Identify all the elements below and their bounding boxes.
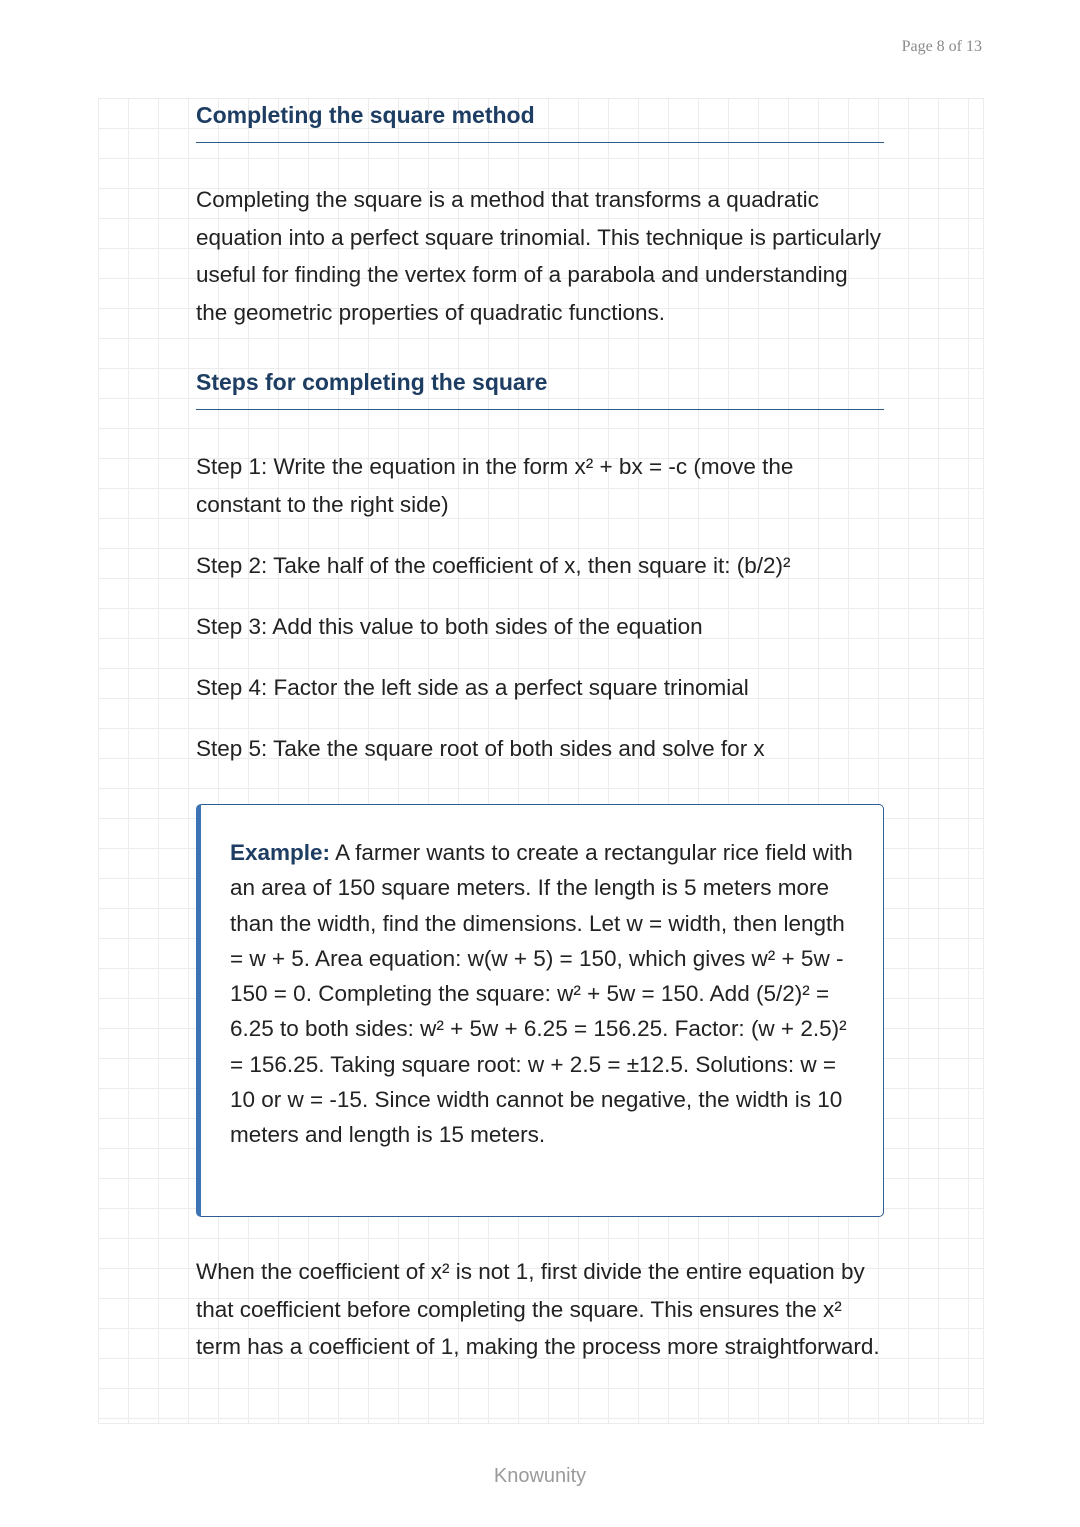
intro-paragraph: Completing the square is a method that transforms a quadratic equation into a perfect square trinomial. This technique is particularly useful for finding the vertex form of a parabola and understanding the geometric properties of quadratic functions.: [196, 187, 881, 325]
page-number: Page 8 of 13: [901, 38, 982, 55]
footer-brand: Knowunity: [493, 1465, 587, 1487]
example-label: Example:: [230, 840, 331, 865]
step-item: Step 4: Factor the left side as a perfect square trinomial: [196, 674, 749, 700]
example-paragraph: [230, 835, 853, 1153]
step-item: Step 3: Add this value to both sides of the equation: [196, 613, 703, 639]
steps-list: [196, 448, 884, 767]
step-item: Step 2: Take half of the coefficient of x, then square it: (b/2)²: [196, 552, 791, 578]
closing-paragraph: When the coefficient of x² is not 1, first divide the entire equation by that coefficient before completing the square. This ensures the x² term has a coefficient of 1, making the process more straightforward.: [196, 1259, 880, 1359]
example-body: A farmer wants to create a rectangular rice field with an area of 150 square meters. If the length is 5 meters more than the width, find the dimensions. Let w = width, then length = w + 5. Area equation: w(w + 5) = 150, which gives w² + 5w - 150 = 0. Completing the square: w² + 5w = 150. Add (5/2)² = 6.25 to both sides: w² + 5w + 6.25 = 156.25. Factor: (w + 2.5)² = 156.25. Taking square root: w + 2.5 = ±12.5. Solutions: w = 10 or w = -15. Since width cannot be negative, the width is 10 meters and length is 15 meters.: [230, 840, 853, 1148]
section-title: Completing the square method: [196, 98, 884, 143]
step-item: Step 5: Take the square root of both sides and solve for x: [196, 735, 765, 761]
step-item: Step 1: Write the equation in the form x² + bx = -c (move the constant to the right side): [196, 454, 794, 517]
example-callout: [196, 804, 884, 1217]
steps-title: Steps for completing the square: [196, 365, 884, 410]
page-content: [196, 98, 884, 1366]
